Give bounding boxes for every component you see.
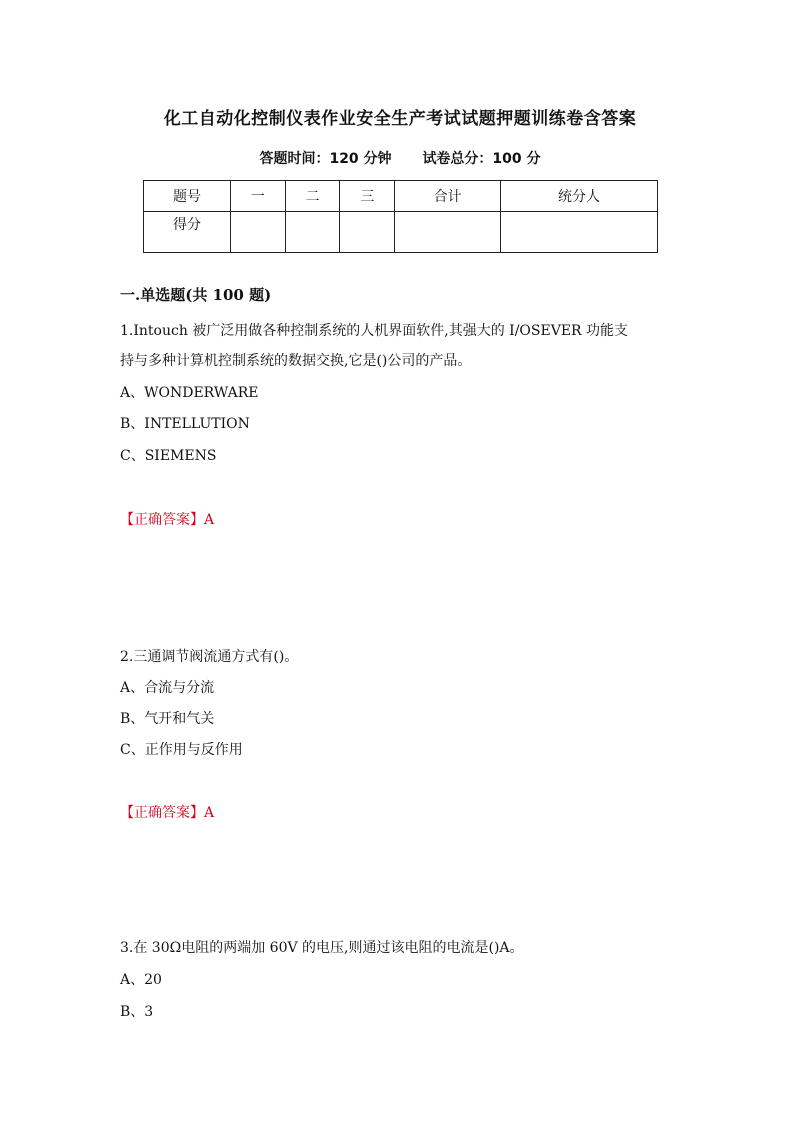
question-1-option-b: B、INTELLUTION bbox=[120, 416, 250, 432]
question-1-option-c: C、SIEMENS bbox=[120, 448, 217, 464]
header-cell-total: 合计 bbox=[395, 181, 501, 212]
score-table-score-row bbox=[144, 212, 658, 253]
section-title: 一.单选题(共 100 题) bbox=[120, 286, 272, 304]
score-table bbox=[143, 180, 658, 253]
header-cell-1: 一 bbox=[231, 181, 286, 212]
question-1-stem-line2: 持与多种计算机控制系统的数据交换,它是()公司的产品。 bbox=[120, 353, 472, 369]
question-2-option-c: C、正作用与反作用 bbox=[120, 742, 243, 758]
question-1-stem-line1: 1.Intouch 被广泛用做各种控制系统的人机界面软件,其强大的 I/OSEVER 功能支 bbox=[120, 323, 629, 339]
score-cell-scorer bbox=[501, 212, 658, 253]
header-cell-number: 题号 bbox=[144, 181, 231, 212]
score-table-header-row bbox=[144, 181, 658, 212]
question-2-option-b: B、气开和气关 bbox=[120, 711, 215, 727]
exam-title: 化工自动化控制仪表作业安全生产考试试题押题训练卷含答案 bbox=[163, 109, 637, 129]
total-label: 试卷总分：100 分 bbox=[422, 151, 541, 167]
header-cell-2: 二 bbox=[285, 181, 340, 212]
question-2-option-a: A、合流与分流 bbox=[120, 680, 215, 696]
question-1-answer: 【正确答案】A bbox=[120, 512, 215, 528]
score-cell-2 bbox=[285, 212, 340, 253]
question-3-option-a: A、20 bbox=[120, 972, 162, 988]
time-label: 答题时间：120 分钟 bbox=[259, 151, 392, 167]
question-2-answer: 【正确答案】A bbox=[120, 805, 215, 821]
score-cell-total bbox=[395, 212, 501, 253]
score-cell-3 bbox=[340, 212, 395, 253]
question-2-stem-line1: 2.三通调节阀流通方式有()。 bbox=[120, 649, 299, 665]
header-cell-scorer: 统分人 bbox=[501, 181, 658, 212]
exam-info bbox=[0, 148, 800, 168]
question-3-option-b: B、3 bbox=[120, 1004, 154, 1020]
question-3-stem-line1: 3.在 30Ω电阻的两端加 60V 的电压,则通过该电阻的电流是()A。 bbox=[120, 940, 524, 956]
header-cell-3: 三 bbox=[340, 181, 395, 212]
question-1-option-a: A、WONDERWARE bbox=[120, 385, 259, 401]
score-row-label: 得分 bbox=[144, 212, 231, 253]
score-cell-1 bbox=[231, 212, 286, 253]
